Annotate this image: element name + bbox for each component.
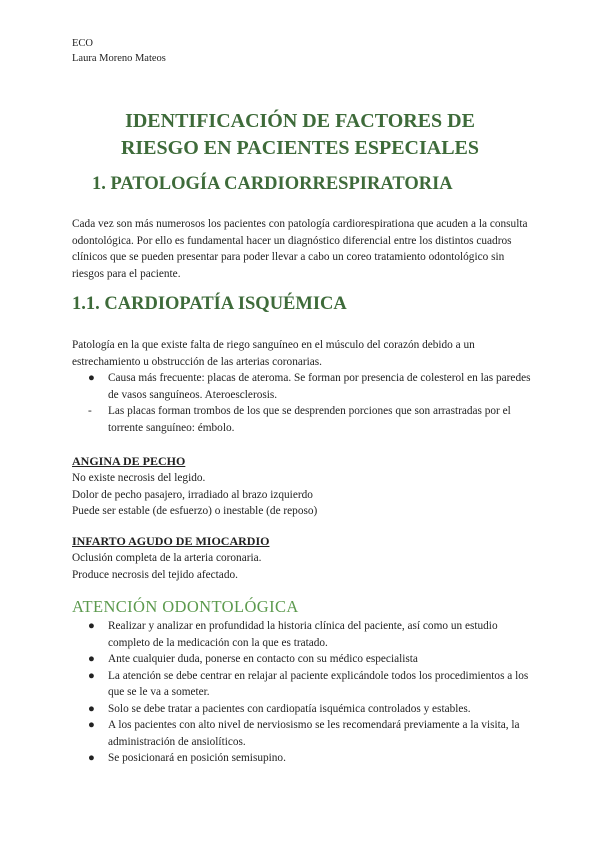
- atencion-bullet-list: [72, 618, 534, 767]
- list-item: [72, 618, 534, 651]
- list-item: [72, 651, 534, 668]
- section-1-paragraph: Cada vez son más numerosos los pacientes con patología cardiorespirationa que acuden a la consulta odontológica. Por ello es fundamental hacer un diagnóstico diferencial entre los distintos cuadros clínicos que se pueden presentar para poder llevar a cabo un coreo tratamiento odontológico sin riesgos para el paciente.: [72, 218, 528, 280]
- list-item-text: Realizar y analizar en profundidad la historia clínica del paciente, así como un estudio completo de la medicación con la que es tratado.: [108, 620, 498, 649]
- list-item-text: Las placas forman trombos de los que se desprenden porciones que son arrastradas por el torrente sanguíneo: émbolo.: [108, 405, 511, 434]
- list-item: [72, 701, 534, 718]
- infarto-heading: INFARTO AGUDO DE MIOCARDIO: [72, 534, 270, 548]
- title-line-1: IDENTIFICACIÓN DE FACTORES DE: [125, 110, 475, 132]
- angina-line: Puede ser estable (de esfuerzo) o inestable (de reposo): [72, 505, 318, 517]
- angina-text: [72, 470, 317, 520]
- section-heading-1: 1. PATOLOGÍA CARDIORRESPIRATORIA: [92, 174, 453, 194]
- list-item: [72, 717, 534, 750]
- dash-marker: -: [88, 405, 92, 417]
- infarto-text: [72, 550, 261, 583]
- angina-heading: ANGINA DE PECHO: [72, 454, 186, 468]
- list-item-text: La atención se debe centrar en relajar al paciente explicándole todos los procedimientos a los que se le va a someter.: [108, 669, 529, 698]
- angina-line: Dolor de pecho pasajero, irradiado al brazo izquierdo: [72, 488, 313, 501]
- infarto-line: Produce necrosis del tejido afectado.: [72, 568, 238, 581]
- document-title: [60, 108, 540, 162]
- list-item-text: Causa más frecuente: placas de ateroma. Se forman por presencia de colesterol en las paredes de vasos sanguíneos. Ateroesclerosis.: [108, 372, 531, 401]
- section-1-1-paragraph: Patología en la que existe falta de riego sanguíneo en el músculo del corazón debido a un estrechamiento u obstrucción de las arterias coronarias.: [72, 339, 475, 368]
- list-item-text: Se posicionará en posición semisupino.: [108, 752, 286, 764]
- title-line-2: RIESGO EN PACIENTES ESPECIALES: [120, 137, 480, 159]
- bullet-marker: ●: [88, 653, 95, 665]
- infarto-line: Oclusión completa de la arteria coronaria.: [72, 552, 262, 564]
- bullet-marker: ●: [88, 752, 95, 764]
- course-label: ECO: [72, 38, 93, 49]
- ischemic-bullet-list: [72, 370, 534, 436]
- list-item-text: A los pacientes con alto nivel de nerviosismo se les recomendará previamente a la visita, la administración de ansiolíticos.: [108, 719, 520, 748]
- atencion-heading: ATENCIÓN ODONTOLÓGICA: [72, 597, 299, 616]
- list-item-text: Ante cualquier duda, ponerse en contacto con su médico especialista: [108, 653, 418, 665]
- list-item: [72, 403, 534, 436]
- section-heading-1-1: 1.1. CARDIOPATÍA ISQUÉMICA: [72, 294, 347, 314]
- list-item: [72, 668, 534, 701]
- page-header: [72, 36, 166, 66]
- author-name: Laura Moreno Mateos: [72, 53, 166, 64]
- angina-line: No existe necrosis del legido.: [72, 472, 206, 484]
- bullet-marker: ●: [88, 702, 95, 715]
- bullet-marker: ●: [88, 669, 95, 682]
- list-item-text: Solo se debe tratar a pacientes con cardiopatía isquémica controlados y estables.: [108, 702, 471, 715]
- bullet-marker: ●: [88, 372, 95, 384]
- list-item: [72, 370, 534, 403]
- bullet-marker: ●: [88, 719, 95, 731]
- list-item: [72, 750, 534, 767]
- bullet-marker: ●: [88, 620, 95, 632]
